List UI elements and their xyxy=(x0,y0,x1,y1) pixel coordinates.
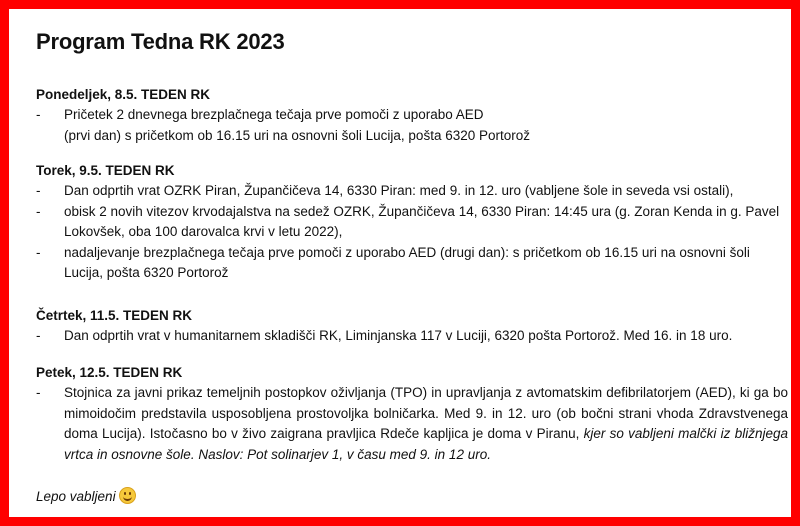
list-item: - Pričetek 2 dnevnega brezplačnega tečaja prve pomoči z uporabo AED (prvi dan) s pričetkom ob 16.15 uri na osnovni šoli Lucija, pošta 6320 Portorož xyxy=(36,107,531,143)
list-item: - Stojnica za javni prikaz temeljnih postopkov oživljanja (TPO) in upravljanja z avtomatskim defibrilatorjem (AED), ki ga bo mimoidočim predstavila usposobljena prostovoljka bolničarka. Med 9. in 12. uro (ob bočni strani vhoda Zdravstvenega doma Lucija). Istočasno bo v živo zaigrana pravljica Rdeče kapljica je doma v Piranu, kjer so vabljeni malčki iz bližnjega vrtca in osnovne šole. Naslov: Pot solinarjev 1, v času med 9. in 12 uro. xyxy=(36,385,788,462)
list-item: - Dan odprtih vrat OZRK Piran, Župančičeva 14, 6330 Piran: med 9. in 12. uro (vabljene šole in seveda vsi ostali), xyxy=(36,183,734,198)
section-heading: Petek, 12.5. TEDEN RK xyxy=(36,365,183,380)
section-friday xyxy=(36,363,788,465)
closing-line: Lepo vabljeni xyxy=(36,487,788,507)
smiling-face-icon xyxy=(119,487,136,504)
section-heading: Četrtek, 11.5. TEDEN RK xyxy=(36,307,193,323)
section-tuesday xyxy=(36,161,788,284)
page-title: Program Tedna RK 2023 xyxy=(36,29,285,54)
section-heading: Torek, 9.5. TEDEN RK xyxy=(36,163,175,178)
section-heading: Ponedeljek, 8.5. TEDEN RK xyxy=(36,87,211,102)
document-body xyxy=(28,21,788,507)
list-item: - nadaljevanje brezplačnega tečaja prve pomoči z uporabo AED (drugi dan): s pričetkom ob 16.15 uri na osnovni šoli Lucija, pošta 6320 Portorož xyxy=(36,244,750,280)
list-item: - obisk 2 novih vitezov krvodajalstva na sedež OZRK, Župančičeva 14, 6330 Piran: 14:45 ura (g. Zoran Kenda in g. Pavel Lokovšek, oba 100 darovalca krvi v letu 2022), xyxy=(36,203,780,239)
list-item: - Dan odprtih vrat v humanitarnem skladišči RK, Liminjanska 117 v Luciji, 6320 pošta Portorož. Med 16. in 18 uro. xyxy=(36,327,733,343)
section-monday xyxy=(36,85,788,146)
section-thursday xyxy=(36,306,788,347)
